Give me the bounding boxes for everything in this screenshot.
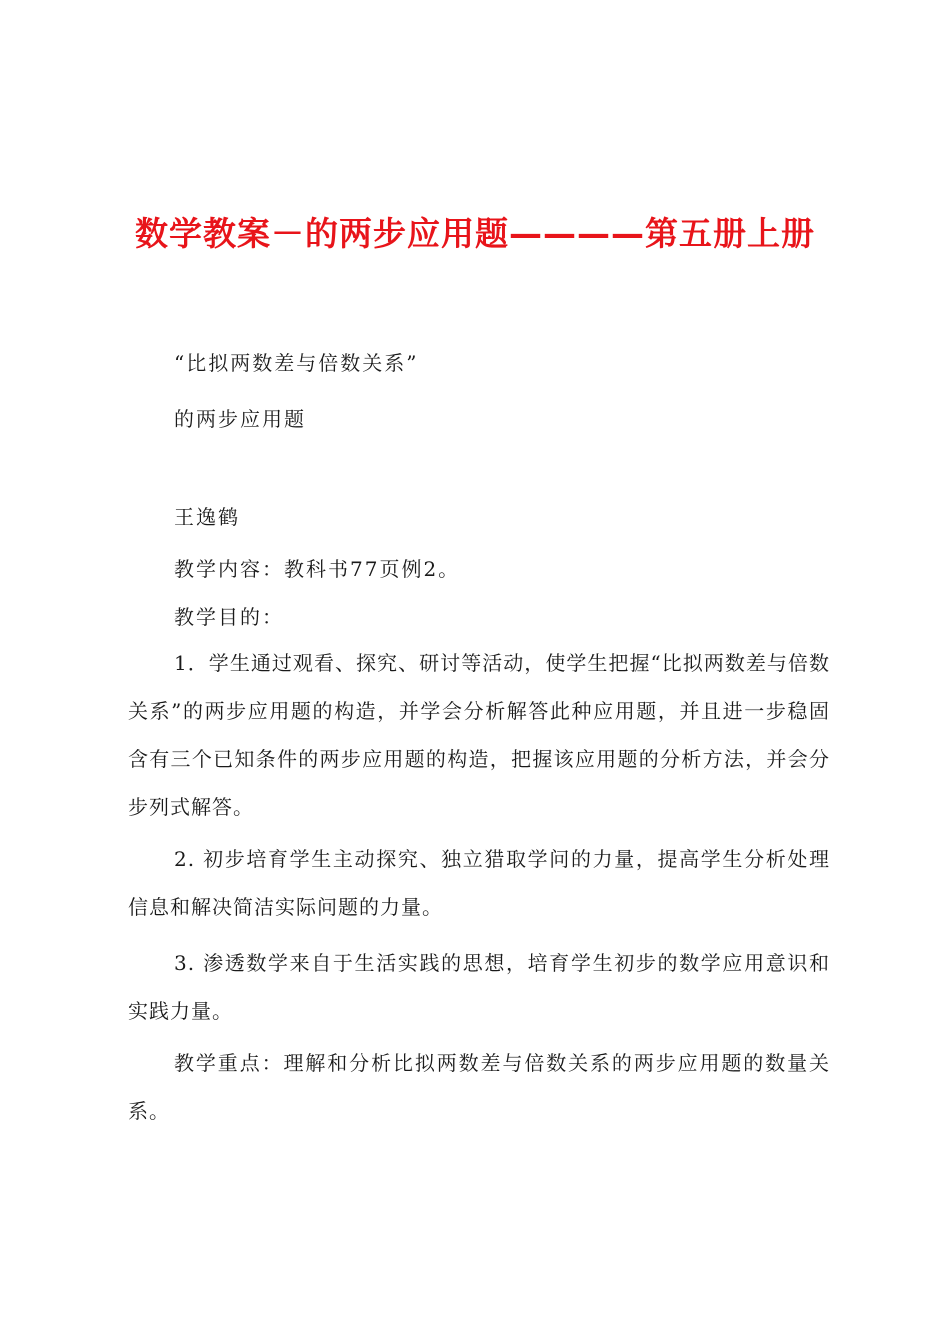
subtitle-line-1: “比拟两数差与倍数关系” [174,351,419,375]
teaching-content: 教学内容：教科书77页例2。 [174,557,461,581]
author-name: 王逸鹤 [174,505,240,529]
document-title: 数学教案－的两步应用题————第五册上册 [135,214,815,253]
key-point-paragraph: 教学重点：理解和分析比拟两数差与倍数关系的两步应用题的数量关系。 [128,1051,830,1123]
teaching-goals-heading: 教学目的： [174,605,284,629]
goal-paragraph-3: 3. 渗透数学来自于生活实践的思想，培育学生初步的数学应用意识和实践力量。 [128,951,830,1023]
goal-paragraph-2: 2. 初步培育学生主动探究、独立猎取学问的力量，提高学生分析处理信息和解决简洁实际问题的力量。 [128,847,830,919]
subtitle-line-2: 的两步应用题 [174,407,306,431]
goal-paragraph-1: 1．学生通过观看、探究、研讨等活动，使学生把握“比拟两数差与倍数关系”的两步应用题的构造，并学会分析解答此种应用题，并且进一步稳固含有三个已知条件的两步应用题的构造，把握该应用题的分析方法，并会分步列式解答。 [128,651,830,819]
